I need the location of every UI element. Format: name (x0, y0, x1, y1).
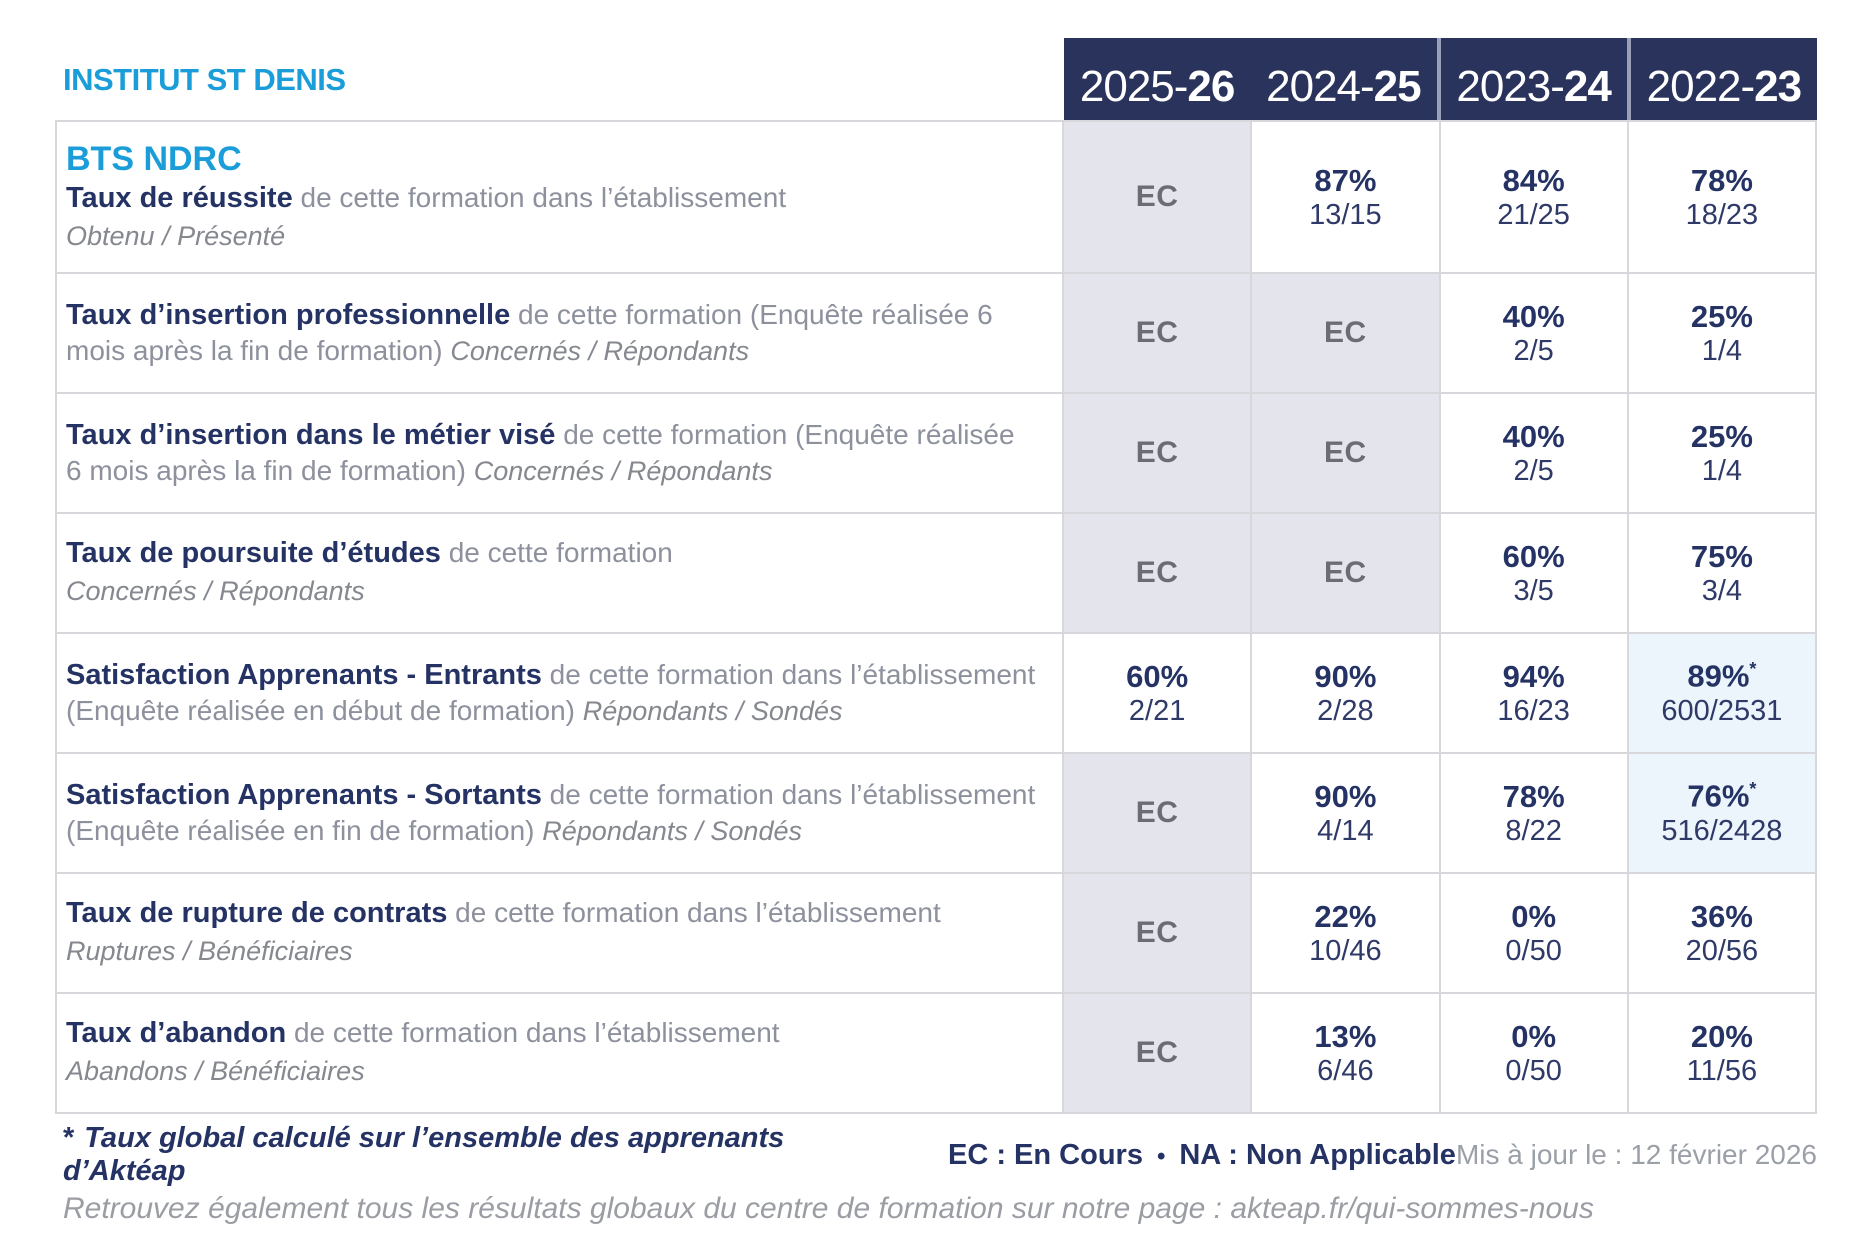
fraction-value: 2/5 (1513, 454, 1554, 487)
footnote-text: Taux global calculé sur l’ensemble des apprenants d’Aktéap (63, 1122, 785, 1187)
fraction-value: 6/46 (1317, 1054, 1374, 1087)
fraction-value: 516/2428 (1661, 814, 1783, 847)
value-cell (1627, 274, 1815, 392)
metric-sub-inline: Répondants / Sondés (542, 815, 802, 846)
metric-title: Taux d’abandon (66, 1017, 287, 1050)
row-values (1064, 634, 1815, 752)
footnote (63, 1122, 838, 1188)
metric-description (66, 181, 1036, 217)
value-cell (1250, 994, 1438, 1112)
metric-desc: de cette formation (Enquête réalisée 6 mois après la fin de formation) (66, 298, 993, 366)
metric-label-cell (57, 634, 1064, 752)
table-row (55, 754, 1817, 874)
value-cell (1064, 754, 1250, 872)
percentage-value: 20% (1690, 1018, 1753, 1054)
value-cell (1064, 274, 1250, 392)
bottom-note: Retrouvez également tous les résultats globaux du centre de formation sur notre page : akteap.fr/qui-sommes-nous (63, 1192, 1594, 1225)
metric-title: Taux d’insertion dans le métier visé (66, 418, 556, 451)
year-prefix: 2022- (1646, 62, 1755, 111)
percentage-value: 25% (1690, 298, 1753, 334)
metric-title: Taux d’insertion professionnelle (66, 298, 511, 331)
percentage-value: 0% (1511, 1018, 1557, 1054)
value-cell (1627, 514, 1815, 632)
value-cell (1439, 874, 1627, 992)
metric-sub: Obtenu / Présenté (66, 220, 286, 251)
year-prefix: 2024- (1266, 62, 1374, 111)
value-cell (1627, 994, 1815, 1112)
metric-title: Satisfaction Apprenants - Entrants (66, 658, 542, 691)
value-cell (1064, 994, 1250, 1112)
percentage-value: 25% (1690, 418, 1753, 454)
metric-sub-inline: Concernés / Répondants (450, 335, 750, 366)
ec-label: EC (1135, 180, 1179, 213)
row-values (1064, 994, 1815, 1112)
ec-label: EC (1135, 436, 1179, 469)
asterisk: * (1749, 659, 1757, 680)
metric-title: Taux de poursuite d’études (66, 537, 441, 570)
metric-desc: de cette formation dans l’établissement (455, 897, 941, 929)
value-cell (1627, 394, 1815, 512)
value-cell (1627, 874, 1815, 992)
institute-title: INSTITUT ST DENIS (63, 62, 346, 97)
value-cell (1250, 874, 1438, 992)
metric-label-cell (57, 994, 1064, 1112)
metric-sub: Ruptures / Bénéficiaires (66, 936, 353, 967)
percentage-value: 76%* (1687, 778, 1757, 814)
value-cell (1627, 754, 1815, 872)
asterisk: * (1749, 779, 1757, 800)
value-cell (1250, 754, 1438, 872)
percentage-value: 89%* (1687, 658, 1757, 694)
value-cell (1064, 122, 1250, 272)
percentage-value: 87% (1314, 162, 1377, 198)
metric-sub: Concernés / Répondants (66, 576, 365, 607)
ec-label: EC (1135, 556, 1179, 589)
metric-desc: de cette formation dans l’établissement (Enquête réalisée en début de formation) (66, 658, 1036, 726)
row-values (1064, 394, 1815, 512)
value-cell (1064, 634, 1250, 752)
metric-desc: de cette formation (448, 537, 673, 569)
fraction-value: 8/22 (1505, 814, 1562, 847)
metric-label-cell (57, 394, 1064, 512)
percentage-value: 40% (1502, 418, 1565, 454)
value-cell (1064, 514, 1250, 632)
percentage-value: 78% (1690, 162, 1753, 198)
value-cell (1439, 514, 1627, 632)
metric-description (66, 1016, 1036, 1052)
fraction-value: 18/23 (1685, 198, 1759, 231)
table-row (55, 394, 1817, 514)
percentage-value: 36% (1690, 898, 1753, 934)
metric-sub-inline: Répondants / Sondés (582, 695, 843, 726)
metric-description (66, 536, 1036, 572)
table-row (55, 274, 1817, 394)
year-bold: 23 (1754, 62, 1802, 111)
metric-desc: de cette formation dans l’établissement (293, 1017, 780, 1049)
metric-label-cell (57, 754, 1064, 872)
metric-title: Taux de réussite (66, 182, 293, 215)
metric-desc: de cette formation dans l’établissement (Enquête réalisée en fin de formation) (66, 778, 1036, 846)
ec-label: EC (1135, 796, 1179, 829)
fraction-value: 0/50 (1505, 1054, 1562, 1087)
percentage-value: 84% (1502, 162, 1565, 198)
metric-label-cell (57, 122, 1064, 272)
ec-label: EC (1324, 316, 1367, 349)
metric-desc: de cette formation (Enquête réalisée 6 mois après la fin de formation) (66, 418, 1015, 486)
year-prefix: 2023- (1456, 62, 1564, 111)
value-cell (1250, 122, 1438, 272)
value-cell (1064, 874, 1250, 992)
ec-label: EC (1135, 916, 1179, 949)
fraction-value: 13/15 (1309, 198, 1382, 231)
ec-label: EC (1135, 316, 1179, 349)
year-prefix: 2025- (1079, 62, 1188, 111)
metric-label-cell (57, 274, 1064, 392)
value-cell (1627, 634, 1815, 752)
fraction-value: 2/5 (1513, 334, 1554, 367)
table-row (55, 874, 1817, 994)
value-cell (1439, 274, 1627, 392)
fraction-value: 2/21 (1128, 694, 1186, 727)
value-cell (1250, 634, 1438, 752)
fraction-value: 3/5 (1513, 574, 1554, 607)
metric-title: Satisfaction Apprenants - Sortants (66, 778, 542, 811)
fraction-value: 2/28 (1317, 694, 1374, 727)
year-bold: 24 (1563, 62, 1611, 111)
percentage-value: 0% (1511, 898, 1557, 934)
year-bold: 26 (1187, 62, 1235, 111)
fraction-value: 600/2531 (1661, 694, 1783, 727)
fraction-value: 3/4 (1701, 574, 1743, 607)
row-values (1064, 514, 1815, 632)
table-row (55, 514, 1817, 634)
fraction-value: 21/25 (1497, 198, 1570, 231)
fraction-value: 16/23 (1497, 694, 1570, 727)
fraction-value: 0/50 (1505, 934, 1562, 967)
fraction-value: 1/4 (1701, 334, 1743, 367)
legend-na: NA : Non Applicable (1179, 1138, 1456, 1171)
year-bold: 25 (1373, 62, 1421, 111)
metric-description (66, 658, 1036, 729)
program-title: BTS NDRC (66, 139, 242, 178)
percentage-value: 94% (1502, 658, 1565, 694)
ec-label: EC (1135, 1036, 1179, 1069)
percentage-value: 60% (1126, 658, 1189, 694)
value-cell (1439, 122, 1627, 272)
fraction-value: 1/4 (1701, 454, 1743, 487)
legend-ec: EC : En Cours (947, 1138, 1143, 1171)
fraction-value: 4/14 (1317, 814, 1374, 847)
value-cell (1627, 122, 1815, 272)
percentage-value: 22% (1314, 898, 1377, 934)
fraction-value: 10/46 (1309, 934, 1382, 967)
metric-description (66, 896, 1036, 932)
value-cell (1250, 274, 1438, 392)
percentage-value: 90% (1314, 658, 1377, 694)
legend (948, 1139, 1456, 1172)
row-values (1064, 874, 1815, 992)
fraction-value: 20/56 (1685, 934, 1759, 967)
metric-label-cell (57, 514, 1064, 632)
metric-sub-inline: Concernés / Répondants (473, 455, 773, 486)
row-values (1064, 274, 1815, 392)
percentage-value: 13% (1314, 1018, 1377, 1054)
legend-separator: • (1156, 1142, 1166, 1170)
asterisk: * (63, 1122, 75, 1154)
metric-description (66, 778, 1036, 849)
percentage-value: 40% (1502, 298, 1565, 334)
value-cell (1439, 754, 1627, 872)
value-cell (1439, 994, 1627, 1112)
metric-description (66, 298, 1036, 369)
table-row (55, 994, 1817, 1114)
fraction-value: 11/56 (1686, 1054, 1758, 1087)
updated-date: Mis à jour le : 12 février 2026 (1455, 1139, 1817, 1170)
row-values (1064, 122, 1815, 272)
metric-description (66, 418, 1036, 489)
percentage-value: 90% (1314, 778, 1377, 814)
metric-desc: de cette formation dans l’établissement (300, 182, 787, 214)
footer (63, 1122, 1817, 1188)
percentage-value: 75% (1690, 538, 1753, 574)
metric-label-cell (57, 874, 1064, 992)
row-values (1064, 754, 1815, 872)
value-cell (1064, 394, 1250, 512)
percentage-value: 78% (1502, 778, 1565, 814)
ec-label: EC (1324, 436, 1367, 469)
value-cell (1250, 394, 1438, 512)
value-cell (1439, 634, 1627, 752)
value-cell (1250, 514, 1438, 632)
percentage-value: 60% (1502, 538, 1565, 574)
table-row (55, 122, 1817, 274)
metric-sub: Abandons / Bénéficiaires (66, 1056, 365, 1087)
ec-label: EC (1324, 556, 1367, 589)
value-cell (1439, 394, 1627, 512)
table-row (55, 634, 1817, 754)
results-table-body (55, 120, 1817, 1114)
metric-title: Taux de rupture de contrats (66, 897, 448, 930)
